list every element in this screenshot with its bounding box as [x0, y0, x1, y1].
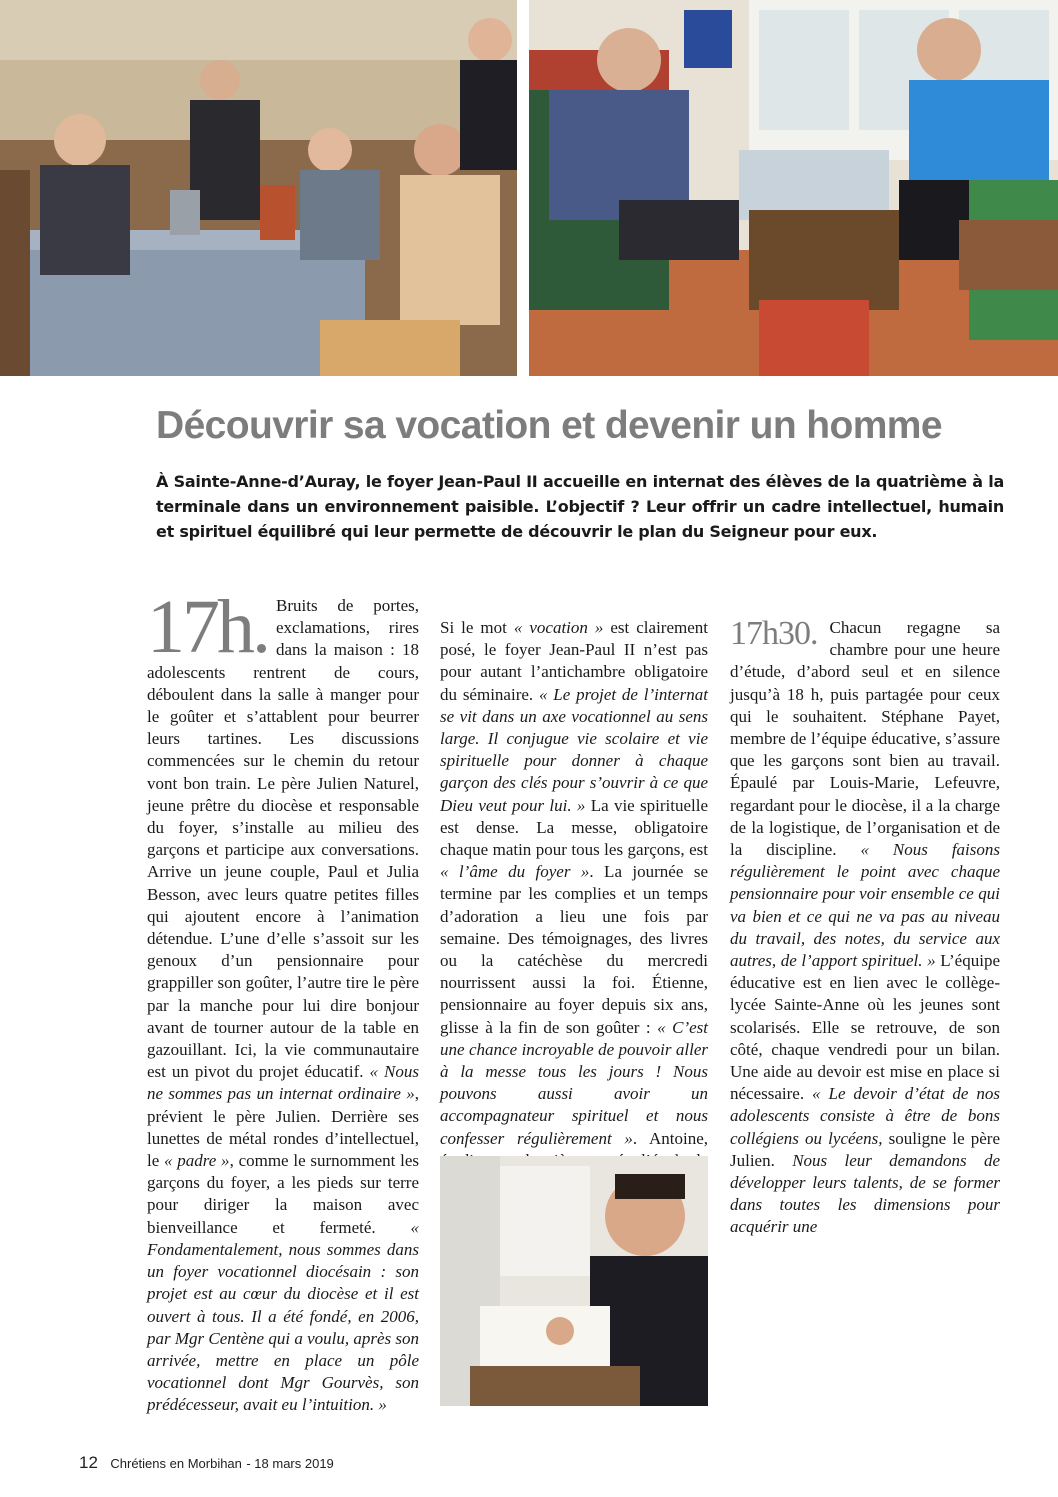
page-number: 12 [79, 1453, 98, 1472]
quote: Nous leur demandons de développer leurs talents, de se former dans toutes les dimensions pour acquérir une [730, 1150, 1000, 1237]
quote: « Le devoir d’état de nos adolescents consiste à être de bons collégiens ou lycéens, [730, 1084, 1001, 1148]
body-text: souligne le père Julien. [730, 1128, 1000, 1170]
article-title: Découvrir sa vocation et devenir un homme [156, 404, 942, 447]
body-text: La vie spirituelle est dense. La messe, obligatoire chaque matin pour tous les garçons, est [440, 795, 709, 860]
quote: « Nous ne sommes pas un internat ordinaire » [147, 1062, 419, 1104]
paragraph-17h30 [730, 617, 1000, 1239]
body-text: . Antoine, [632, 1128, 708, 1148]
page-footer [79, 1453, 334, 1475]
body-text: Bruits de portes, exclamations, rires dans la maison : 18 adolescents rentrent de cours, déboulent dans la salle à manger pour le goûter et s’attablent pour beurrer leurs tartines. Les discussions commencées sur le chemin du retour vont bon train. Le père Julien Naturel, jeune prêtre du diocèse et responsable du foyer, s’installe au milieu des garçons et participe aux conversations. Arrive un jeune couple, Paul et Julia Besson, avec leurs quatre petites filles qui ajoutent encore à l’animation détendue. L’une d’elle s’assoit sur les genoux d’un pensionnaire pour grappiller son goûter, l’autre tire le père par la manche pour lui dire bonjour avant de tourner autour de la table en gazouillant. Ici, la vie communautaire est un pivot du projet éducatif. [147, 596, 419, 1082]
quote: « Fondamentalement, nous sommes dans un foyer vocationnel diocésain : son projet est au cœur du diocèse et il est ouvert à tous. Il a été fondé, en 2006, par Mgr Centène qui a voulu, après son arrivée, mettre en place un pôle vocationnel dont Mgr Gourvès, son prédécesseur, avait eu l’intuition. » [147, 1217, 420, 1415]
photo-student-studying [440, 1156, 708, 1406]
quote: « vocation » [513, 618, 604, 637]
body-text: , prévient le père Julien. Derrière ses lunettes de métal rondes d’intellectuel, le [147, 1084, 419, 1171]
quote: « Le projet de l’internat se vit dans un axe vocationnel au sens large. Il conjugue vie scolaire et vie spirituelle pour donner à chaque garçon des clés pour s’ouvrir à ce que Dieu veut pour lui. » [440, 684, 708, 815]
time-heading-17h30: 17h30. [730, 615, 818, 652]
article-intro: À Sainte-Anne-d’Auray, le foyer Jean-Paul II accueille en internat des élèves de la quatrième à la terminale dans un environnement paisible. L’objectif ? Leur offrir un cadre intellectuel, humain et spirituel équilibré qui leur permette de découvrir le plan du Seigneur pour eux. [156, 472, 1004, 541]
magazine-name: Chrétiens en Morbihan [110, 1456, 242, 1471]
body-text: , comme le surnomment les garçons du foyer, a les pieds sur terre pour diriger la maison avec bienveillance et fermeté. [147, 1151, 419, 1237]
photo-board-game [529, 0, 1058, 376]
quote: « padre » [164, 1151, 230, 1171]
quote: « Nous faisons régulièrement le point avec chaque pensionnaire pour voir ensemble ce qui va bien et ce qui ne va pas au niveau du travail, des notes, du service aux autres, de l’apport spirituel. » [730, 840, 1000, 971]
quote: « l’âme du foyer » [440, 862, 590, 882]
text-column-3 [730, 617, 1000, 1239]
body-text: Si le mot [440, 618, 507, 637]
body-text: est clairement posé, le foyer Jean-Paul II n’est pas pour autant l’antichambre obligatoire du séminaire. [440, 618, 708, 704]
body-text: L’équipe éducative est en lien avec le collège-lycée Sainte-Anne où les jeunes sont scolarisés. Elle se retrouve, de son côté, chaque vendredi pour un bilan. Une aide au devoir est mise en place si nécessaire. [730, 951, 1000, 1104]
photo-dining-room [0, 0, 517, 376]
quote: « C’est une chance incroyable de pouvoir aller à la messe tous les jours ! Nous pouvons aussi avoir un accompagnateur spirituel et nous confesser régulièrement » [440, 1017, 708, 1148]
paragraph-17h [147, 585, 420, 1417]
body-text: . La journée se termine par les complies et un temps d’adoration a lieu une fois par semaine. Des témoignages, des livres ou la catéchèse du mercredi nourrissent aussi la foi. Étienne, pensionnaire au foyer depuis six ans, glisse à la fin de son goûter : [440, 862, 708, 1037]
body-text: Chacun regagne sa chambre pour une heure d’étude, d’abord seul et en silence jusqu’à 18 h, puis partagée pour ceux qui le souhaitent. Stéphane Payet, membre de l’équipe éducative, s’assure que les garçons sont bien au travail. Épaulé par Louis-Marie, Lefeuvre, regardant pour le diocèse, il a la charge de la logistique, de l’organisation et de la discipline. [730, 618, 1000, 860]
text-column-1 [147, 585, 420, 1417]
issue-date: - 18 mars 2019 [246, 1456, 334, 1471]
time-heading-17h: 17h. [147, 585, 268, 669]
